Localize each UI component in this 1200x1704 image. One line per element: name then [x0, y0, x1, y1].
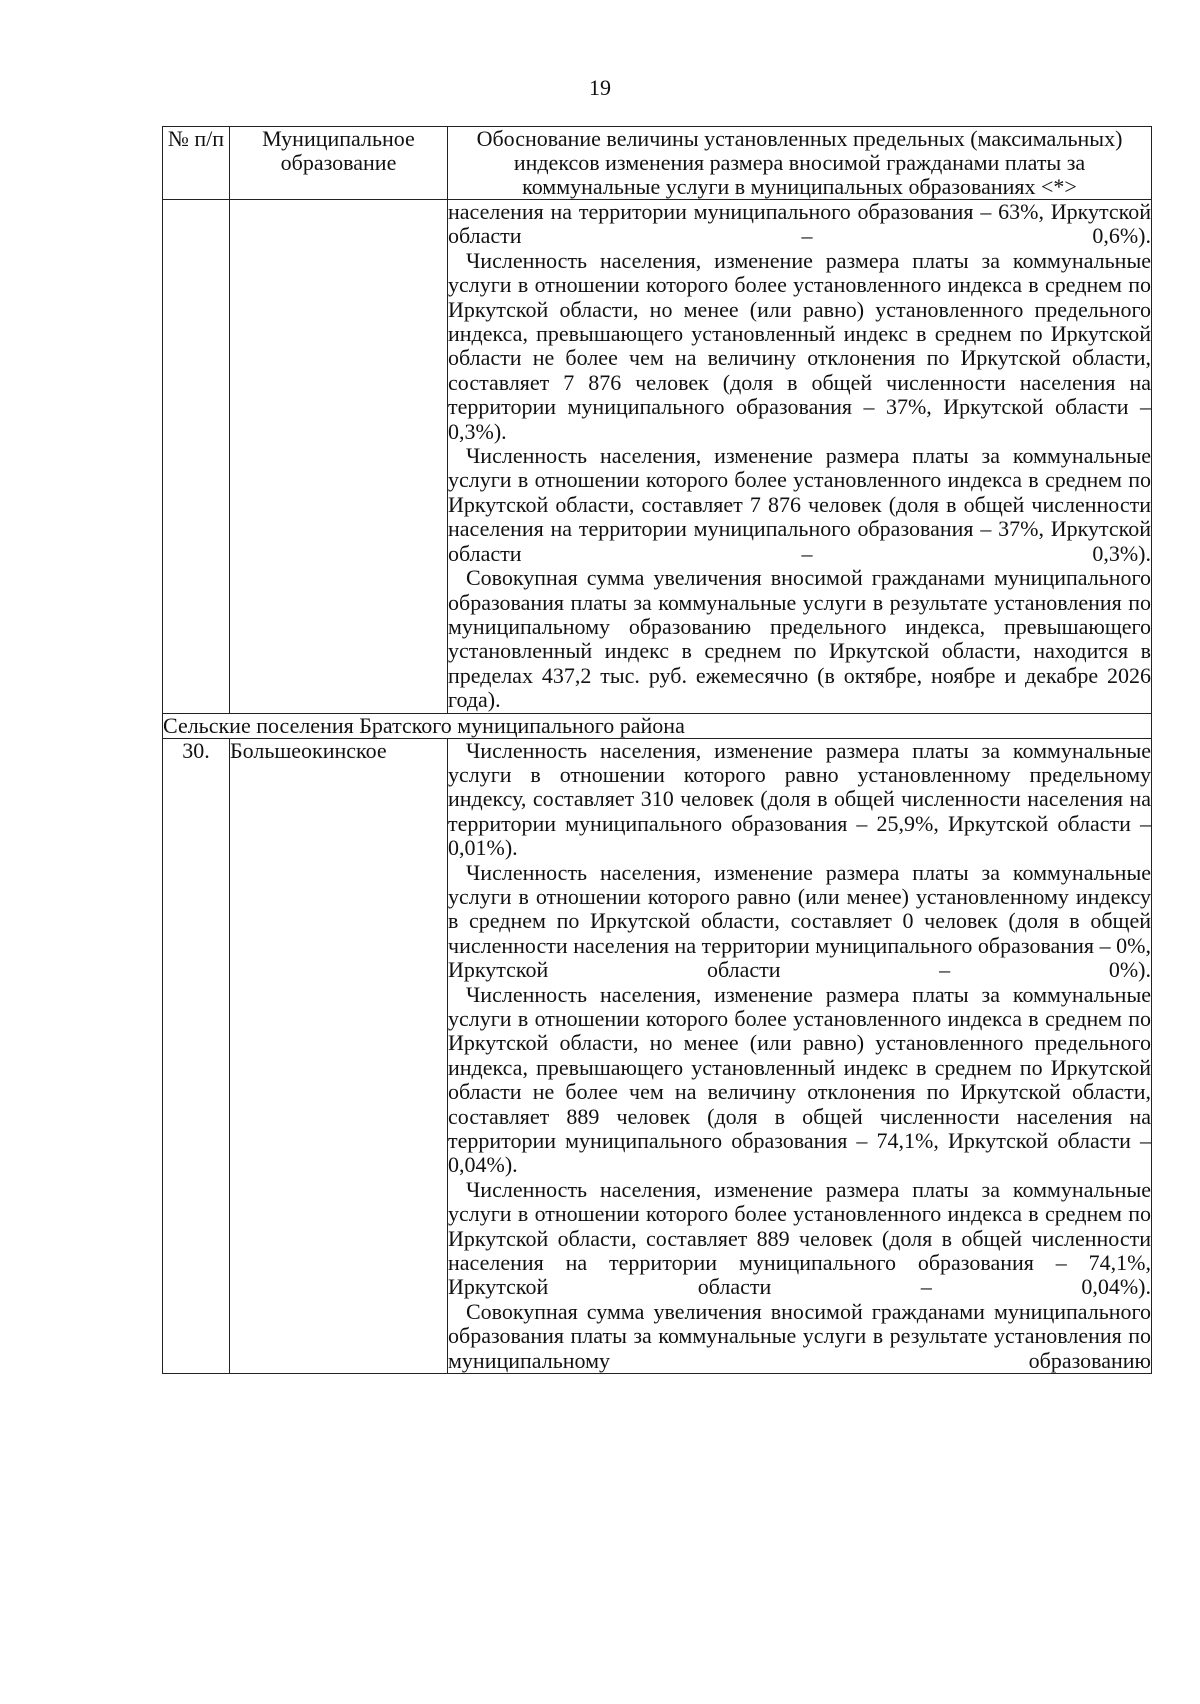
- cell-justification: [448, 738, 1152, 1374]
- header-num: № п/п: [163, 127, 230, 200]
- cell-num-empty: [163, 200, 230, 714]
- table-section-row: [163, 713, 1152, 738]
- cell-num: 30.: [163, 738, 230, 1374]
- index-justification-table: [162, 126, 1152, 1374]
- table-row-continuation: [163, 200, 1152, 714]
- header-municipality: Муниципальное образование: [230, 127, 448, 200]
- table-header-row: [163, 127, 1152, 200]
- paragraph: Численность населения, изменение размера платы за коммунальные услуги в отношении которого более установленного индекса в среднем по Иркутской области, но менее (или равно) установленного предельного индекса, превышающего установленный индекс в среднем по Иркутской области не более чем на величину отклонения по Иркутской области, составляет 889 человек (доля в общей численности населения на территории муниципального образования – 74,1%, Иркутской области – 0,04%).: [448, 981, 1151, 1178]
- cell-municipality: Большеокинское: [230, 738, 448, 1374]
- paragraph: Численность населения, изменение размера платы за коммунальные услуги в отношении которого более установленного индекса в среднем по Иркутской области, составляет 889 человек (доля в общей численности населения на территории муниципального образования – 74,1%, Иркутской области – 0,04%).: [448, 1176, 1151, 1300]
- paragraph: Численность населения, изменение размера платы за коммунальные услуги в отношении которого более установленного индекса в среднем по Иркутской области, но менее (или равно) установленного предельного индекса, превышающего установленный индекс в среднем по Иркутской области не более чем на величину отклонения по Иркутской области, составляет 7 876 человек (доля в общей численности населения на территории муниципального образования – 37%, Иркутской области – 0,3%).: [448, 247, 1151, 444]
- header-justification: Обоснование величины установленных предельных (максимальных) индексов изменения размера вносимой гражданами платы за коммунальные услуги в муниципальных образованиях <*>: [448, 127, 1152, 200]
- cell-municipality-empty: [230, 200, 448, 714]
- paragraph: Совокупная сумма увеличения вносимой гражданами муниципального образования платы за коммунальные услуги в результате установления по муниципальному образованию предельного индекса, превышающего установленный индекс в среднем по Иркутской области, находится в пределах 437,2 тыс. руб. ежемесячно (в октябре, ноябре и декабре 2026 года).: [448, 565, 1151, 713]
- table-row: [163, 738, 1152, 1374]
- paragraph: населения на территории муниципального образования – 63%, Иркутской области – 0,6%).: [448, 199, 1151, 249]
- paragraph: Численность населения, изменение размера платы за коммунальные услуги в отношении которого более установленного индекса в среднем по Иркутской области, составляет 7 876 человек (доля в общей численности населения на территории муниципального образования – 37%, Иркутской области – 0,3%).: [448, 443, 1151, 566]
- cell-justification: [448, 200, 1152, 714]
- paragraph: Совокупная сумма увеличения вносимой гражданами муниципального образования платы за коммунальные услуги в результате установления по муниципальному образованию: [448, 1298, 1151, 1373]
- paragraph: Численность населения, изменение размера платы за коммунальные услуги в отношении которого равно (или менее) установленному индексу в среднем по Иркутской области, составляет 0 человек (доля в общей численности населения на территории муниципального образования – 0%, Иркутской области – 0%).: [448, 859, 1151, 983]
- page-number: 19: [589, 75, 611, 100]
- paragraph: Численность населения, изменение размера платы за коммунальные услуги в отношении которого равно установленному предельному индексу, составляет 310 человек (доля в общей численности населения на территории муниципального образования – 25,9%, Иркутской области – 0,01%).: [448, 737, 1151, 861]
- section-title: Сельские поселения Братского муниципального района: [163, 713, 1152, 738]
